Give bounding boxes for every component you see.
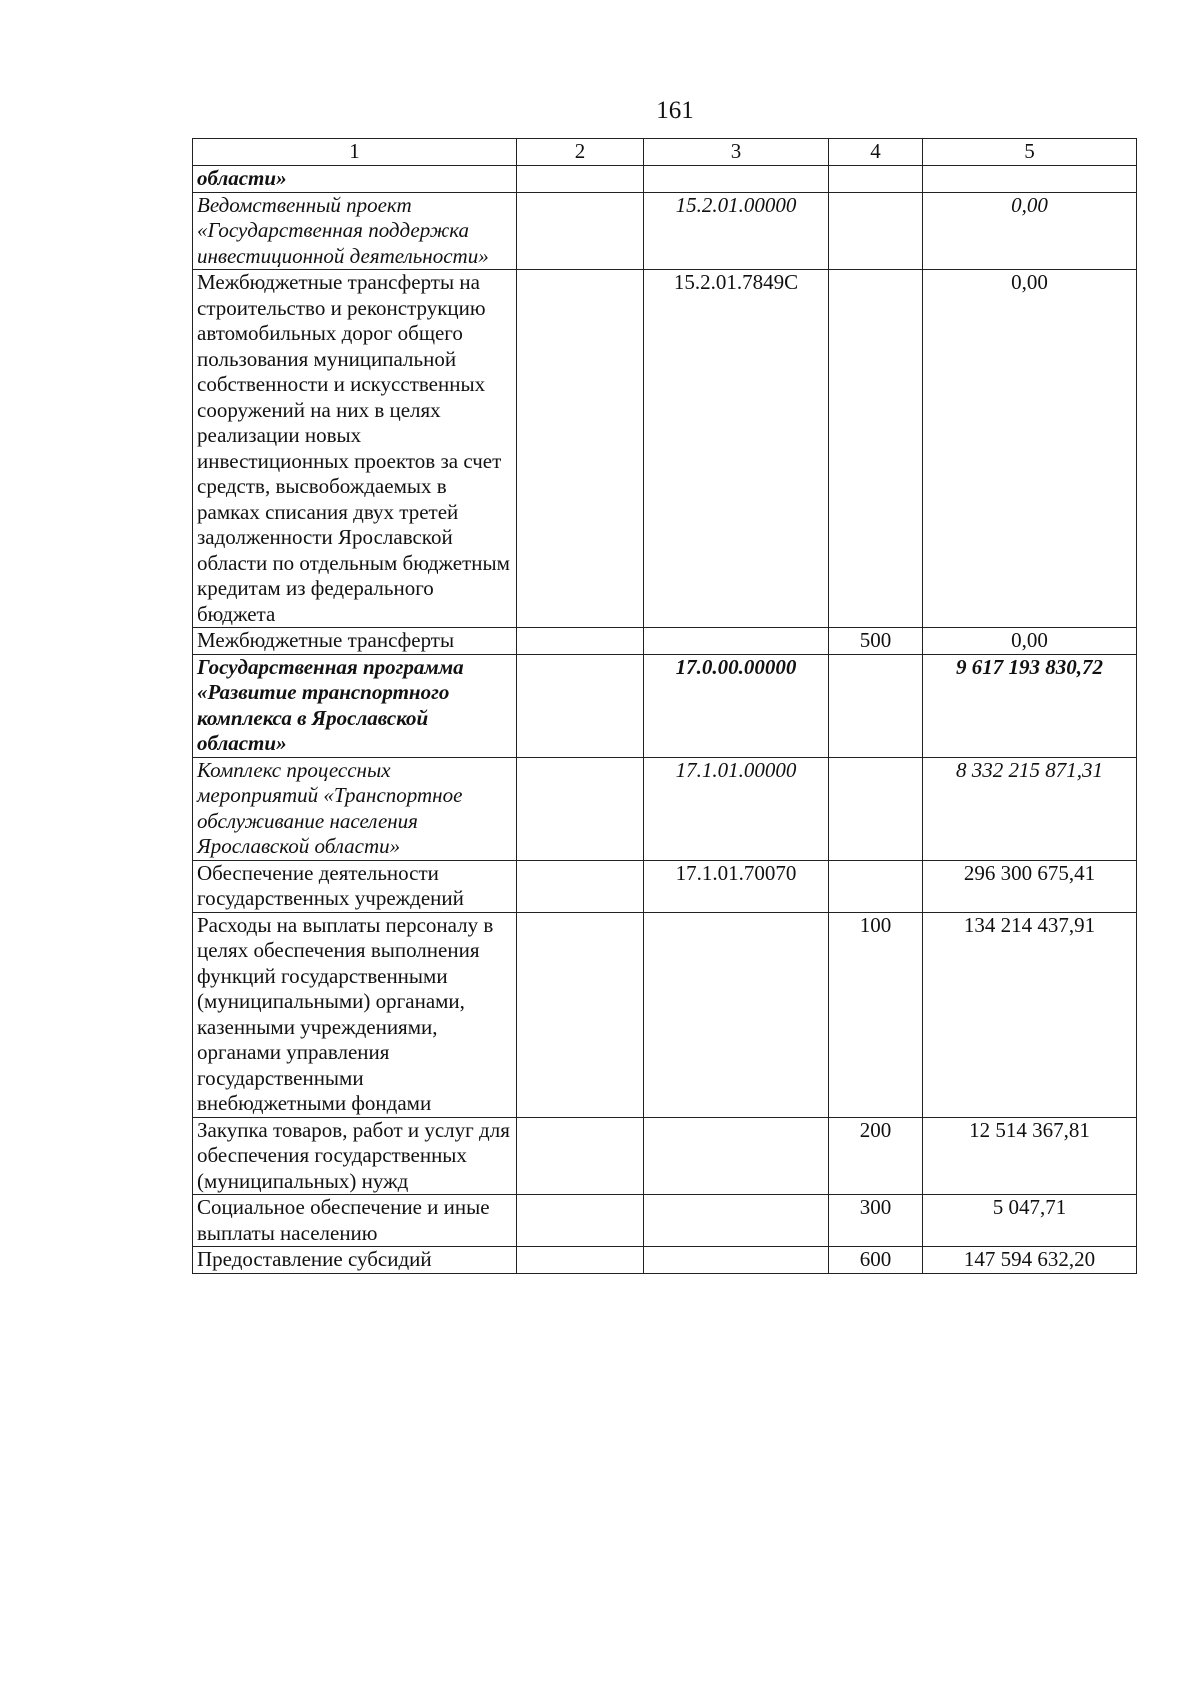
row-col2-cell xyxy=(517,860,644,912)
row-amount-cell: 8 332 215 871,31 xyxy=(923,757,1137,860)
row-type-cell xyxy=(829,757,923,860)
row-type-cell xyxy=(829,270,923,628)
row-amount-cell: 0,00 xyxy=(923,192,1137,270)
row-name-cell: Межбюджетные трансферты xyxy=(193,628,517,655)
row-type-cell xyxy=(829,860,923,912)
table-row xyxy=(193,166,1137,193)
row-col2-cell xyxy=(517,1117,644,1195)
row-code-cell xyxy=(644,1117,829,1195)
row-name-cell: Ведомственный проект «Государственная поддержка инвестиционной деятельности» xyxy=(193,192,517,270)
row-amount-cell: 0,00 xyxy=(923,270,1137,628)
row-col2-cell xyxy=(517,1195,644,1247)
budget-table xyxy=(192,138,1137,1274)
row-col2-cell xyxy=(517,757,644,860)
row-name-cell: Комплекс процессных мероприятий «Транспортное обслуживание населения Ярославской области» xyxy=(193,757,517,860)
row-amount-cell: 12 514 367,81 xyxy=(923,1117,1137,1195)
row-amount-cell xyxy=(923,166,1137,193)
row-name-cell: Закупка товаров, работ и услуг для обеспечения государственных (муниципальных) нужд xyxy=(193,1117,517,1195)
row-type-cell: 600 xyxy=(829,1247,923,1274)
row-col2-cell xyxy=(517,654,644,757)
table-row xyxy=(193,757,1137,860)
row-name-cell: области» xyxy=(193,166,517,193)
row-name-cell: Государственная программа «Развитие транспортного комплекса в Ярославской области» xyxy=(193,654,517,757)
row-type-cell: 500 xyxy=(829,628,923,655)
row-col2-cell xyxy=(517,192,644,270)
table-header-row xyxy=(193,139,1137,166)
row-code-cell xyxy=(644,1195,829,1247)
row-col2-cell xyxy=(517,912,644,1117)
header-cell: 5 xyxy=(923,139,1137,166)
row-col2-cell xyxy=(517,628,644,655)
row-code-cell: 17.1.01.00000 xyxy=(644,757,829,860)
table-row xyxy=(193,912,1137,1117)
row-code-cell: 15.2.01.00000 xyxy=(644,192,829,270)
row-code-cell: 15.2.01.7849С xyxy=(644,270,829,628)
row-name-cell: Предоставление субсидий xyxy=(193,1247,517,1274)
row-type-cell xyxy=(829,192,923,270)
row-amount-cell: 134 214 437,91 xyxy=(923,912,1137,1117)
page-number: 161 xyxy=(656,97,694,124)
table-row xyxy=(193,628,1137,655)
row-type-cell: 100 xyxy=(829,912,923,1117)
row-amount-cell: 296 300 675,41 xyxy=(923,860,1137,912)
header-cell: 4 xyxy=(829,139,923,166)
table-body xyxy=(193,139,1137,1274)
table-row xyxy=(193,654,1137,757)
row-code-cell xyxy=(644,912,829,1117)
row-type-cell: 200 xyxy=(829,1117,923,1195)
row-code-cell xyxy=(644,628,829,655)
table-row xyxy=(193,192,1137,270)
row-amount-cell: 0,00 xyxy=(923,628,1137,655)
row-code-cell xyxy=(644,1247,829,1274)
row-name-cell: Социальное обеспечение и иные выплаты населению xyxy=(193,1195,517,1247)
row-amount-cell: 147 594 632,20 xyxy=(923,1247,1137,1274)
row-name-cell: Расходы на выплаты персоналу в целях обеспечения выполнения функций государственными (муниципальными) органами, казенными учреждениями, органами управления государственными внебюджетными фондами xyxy=(193,912,517,1117)
header-cell: 1 xyxy=(193,139,517,166)
table-row xyxy=(193,860,1137,912)
row-code-cell: 17.1.01.70070 xyxy=(644,860,829,912)
table-row xyxy=(193,1195,1137,1247)
table-row xyxy=(193,1247,1137,1274)
table-row xyxy=(193,270,1137,628)
header-cell: 3 xyxy=(644,139,829,166)
row-type-cell xyxy=(829,654,923,757)
row-name-cell: Обеспечение деятельности государственных учреждений xyxy=(193,860,517,912)
row-type-cell xyxy=(829,166,923,193)
row-amount-cell: 5 047,71 xyxy=(923,1195,1137,1247)
table-row xyxy=(193,1117,1137,1195)
row-amount-cell: 9 617 193 830,72 xyxy=(923,654,1137,757)
row-col2-cell xyxy=(517,270,644,628)
row-col2-cell xyxy=(517,1247,644,1274)
header-cell: 2 xyxy=(517,139,644,166)
row-col2-cell xyxy=(517,166,644,193)
row-name-cell: Межбюджетные трансферты на строительство и реконструкцию автомобильных дорог общего пользования муниципальной собственности и искусственных сооружений на них в целях реализации новых инвестиционных проектов за счет средств, высвобождаемых в рамках списания двух третей задолженности Ярославской области по отдельным бюджетным кредитам из федерального бюджета xyxy=(193,270,517,628)
row-type-cell: 300 xyxy=(829,1195,923,1247)
row-code-cell: 17.0.00.00000 xyxy=(644,654,829,757)
row-code-cell xyxy=(644,166,829,193)
